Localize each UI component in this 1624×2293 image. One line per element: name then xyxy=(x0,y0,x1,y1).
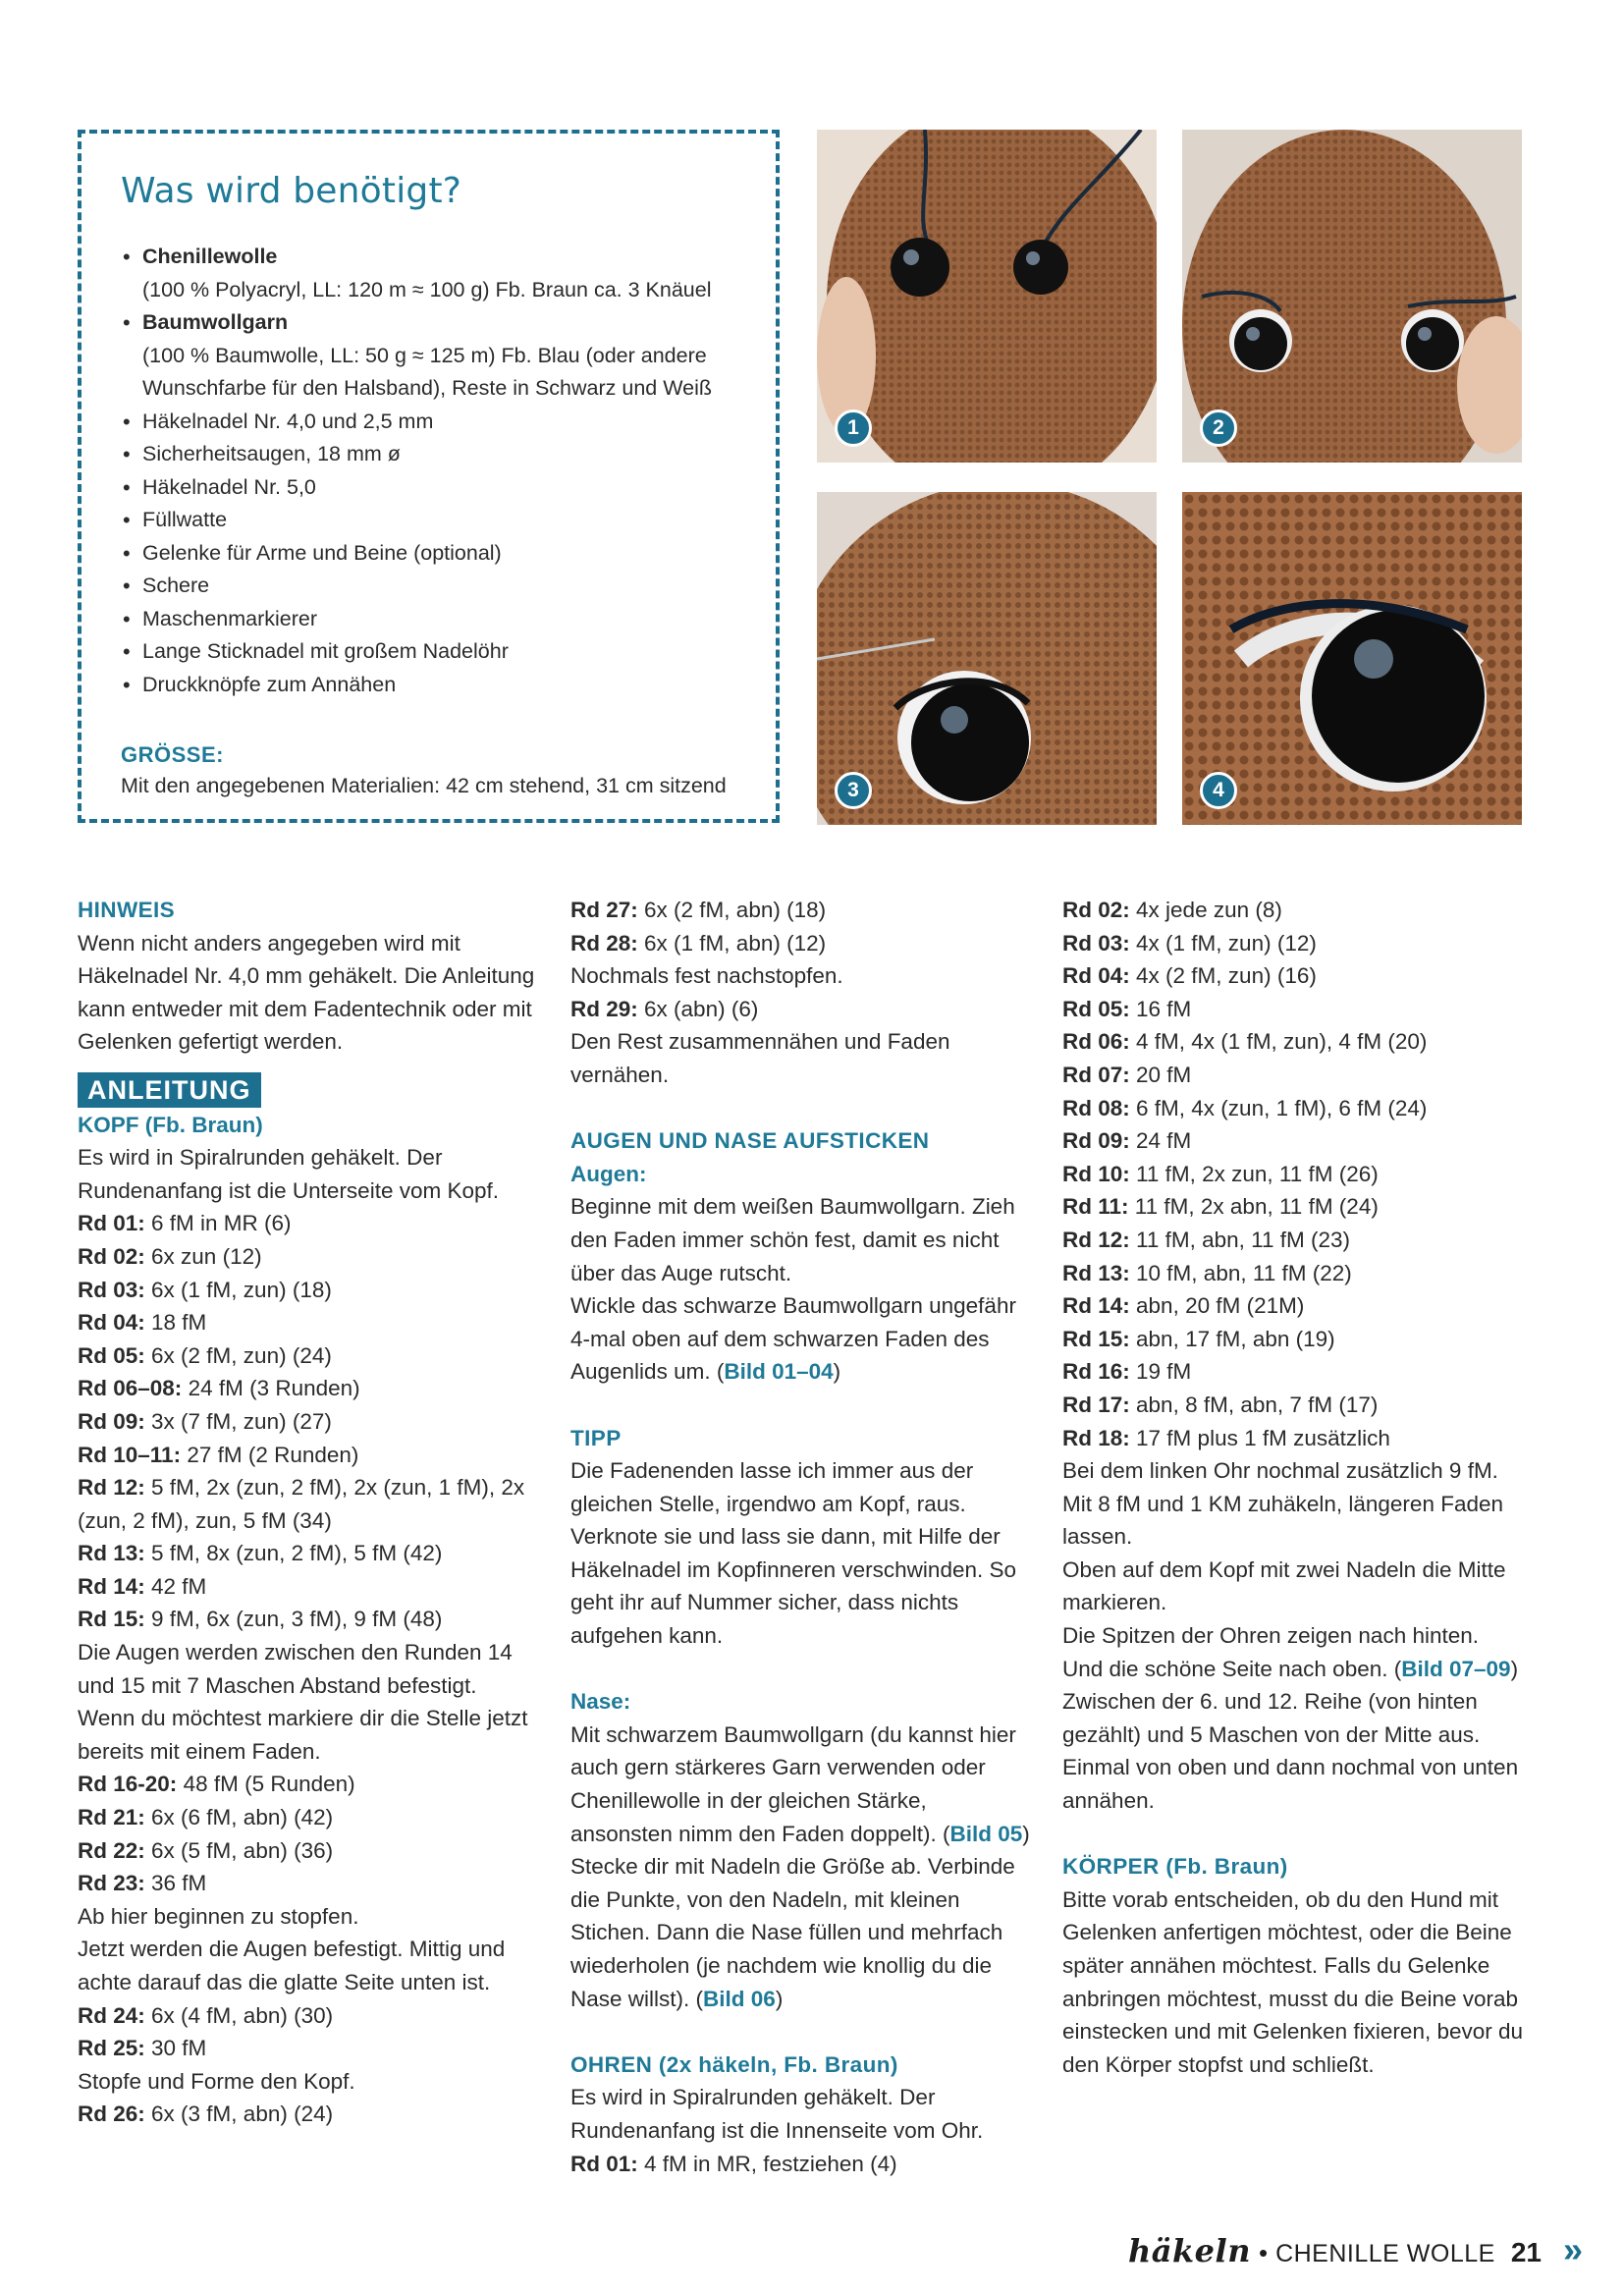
round-row xyxy=(1062,894,1524,927)
nase-text-1: Mit schwarzem Baumwollgarn (du kannst hier auch gern stärkeres Garn verwenden oder Chenillewolle in der gleichen Stärke, ansonsten nimm den Faden doppelt). (Bild 05) xyxy=(570,1721,1030,1846)
footer-separator: • xyxy=(1258,2238,1269,2267)
round-instruction: abn, 8 fM, abn, 7 fM (17) xyxy=(1136,1392,1379,1417)
round-label: Rd 06–08: xyxy=(78,1376,183,1401)
materials-item-detail: (100 % Polyacryl, LL: 120 m ≈ 100 g) Fb. Braun ca. 3 Knäuel xyxy=(142,277,712,301)
round-row xyxy=(78,1471,539,1537)
round-row xyxy=(1062,1158,1524,1191)
round-instruction: 5 fM, 2x (zun, 2 fM), 2x (zun, 1 fM), 2x (zun, 2 fM), zun, 5 fM (34) xyxy=(78,1475,525,1533)
ohr-image-ref: Bild 07–09 xyxy=(1401,1656,1511,1681)
materials-item: • Maschenmarkierer xyxy=(121,603,776,636)
augen-note: Die Augen werden zwischen den Runden 14 und 15 mit 7 Maschen Abstand befestigt. Wenn du möchtest markiere dir die Stelle jetzt bereits mit einem Faden. xyxy=(78,1640,528,1764)
round-row xyxy=(78,1801,539,1834)
materials-box xyxy=(78,130,780,823)
round-instruction: 6x (2 fM, zun) (24) xyxy=(151,1342,332,1368)
round-label: Rd 09: xyxy=(1062,1128,1130,1154)
round-row xyxy=(78,1537,539,1570)
round-row xyxy=(78,2032,539,2065)
round-instruction: 11 fM, 2x abn, 11 fM (24) xyxy=(1134,1194,1379,1220)
materials-item: • Häkelnadel Nr. 4,0 und 2,5 mm xyxy=(121,406,776,439)
round-label: Rd 04: xyxy=(1062,963,1130,989)
round-label: Rd 15: xyxy=(1062,1326,1130,1351)
photo-badge: 3 xyxy=(835,772,872,809)
materials-item: • Füllwatte xyxy=(121,504,776,537)
round-instruction: 6x (5 fM, abn) (36) xyxy=(151,1837,334,1863)
round-label: Rd 13: xyxy=(78,1541,145,1566)
photo-2 xyxy=(1182,130,1522,463)
nase-image-ref-1: Bild 05 xyxy=(949,1821,1023,1846)
round-instruction: 4 fM, 4x (1 fM, zun), 4 fM (20) xyxy=(1136,1029,1428,1055)
round-instruction: 11 fM, 2x zun, 11 fM (26) xyxy=(1136,1161,1379,1186)
round-label: Rd 03: xyxy=(1062,930,1130,955)
round-instruction: 48 fM (5 Runden) xyxy=(183,1772,355,1797)
materials-item: • Lange Sticknadel mit großem Nadelöhr xyxy=(121,635,776,669)
photo-2-illustration xyxy=(1182,130,1522,463)
materials-item xyxy=(121,306,776,406)
ohren-rows-2 xyxy=(1062,894,1524,1454)
round-instruction: 30 fM xyxy=(151,2036,207,2061)
round-label: Rd 24: xyxy=(78,2002,145,2028)
round-row xyxy=(78,1603,539,1636)
befestigt-note: Jetzt werden die Augen befestigt. Mittig und achte darauf das die glatte Seite unten ist. xyxy=(78,1937,506,1994)
round-label: Rd 23: xyxy=(78,1871,145,1896)
photo-4-illustration xyxy=(1182,492,1522,825)
round-row xyxy=(1062,1224,1524,1257)
round-instruction: 6x (abn) (6) xyxy=(644,996,759,1021)
ohren-heading: OHREN (2x häkeln, Fb. Braun) xyxy=(570,2051,898,2077)
ohren-intro: Es wird in Spiralrunden gehäkelt. Der Rundenanfang ist die Innenseite vom Ohr. xyxy=(570,2085,984,2143)
round-label: Rd 02: xyxy=(1062,898,1130,922)
round-instruction: 16 fM xyxy=(1136,996,1192,1021)
round-instruction: 11 fM, abn, 11 fM (23) xyxy=(1136,1227,1351,1252)
round-instruction: abn, 17 fM, abn (19) xyxy=(1136,1326,1335,1351)
photo-1 xyxy=(817,130,1157,463)
round-row xyxy=(78,1867,539,1900)
round-instruction: 10 fM, abn, 11 fM (22) xyxy=(1136,1260,1352,1285)
photo-badge: 2 xyxy=(1200,409,1237,447)
round-row xyxy=(570,993,1032,1026)
round-label: Rd 11: xyxy=(1062,1194,1129,1220)
nase-subheading: Nase: xyxy=(570,1689,631,1715)
photo-4 xyxy=(1182,492,1522,825)
kopf-rows-6 xyxy=(570,993,1032,1026)
round-row xyxy=(1062,1059,1524,1092)
tipp-heading: TIPP xyxy=(570,1425,622,1450)
round-label: Rd 17: xyxy=(1062,1392,1130,1417)
ohr-note-1: Bei dem linken Ohr nochmal zusätzlich 9 fM. Mit 8 fM und 1 KM zuhäkeln, längeren Faden lassen. xyxy=(1062,1458,1504,1550)
round-label: Rd 16-20: xyxy=(78,1772,178,1797)
round-row xyxy=(1062,1257,1524,1290)
materials-title: Was wird benötigt? xyxy=(121,171,462,211)
round-label: Rd 21: xyxy=(78,1805,145,1830)
round-label: Rd 06: xyxy=(1062,1029,1130,1055)
materials-item-name: Baumwollgarn xyxy=(142,310,289,334)
hinweis-text: Wenn nicht anders angegeben wird mit Häkelnadel Nr. 4,0 mm gehäkelt. Die Anleitung kann entweder mit dem Fadentechnik oder mit Gelenken gefertigt werden. xyxy=(78,930,535,1055)
column-3 xyxy=(1062,894,1524,2081)
round-label: Rd 07: xyxy=(1062,1062,1130,1087)
round-label: Rd 18: xyxy=(1062,1425,1130,1450)
round-instruction: 6x (4 fM, abn) (30) xyxy=(151,2002,334,2028)
round-instruction: abn, 20 fM (21M) xyxy=(1136,1293,1305,1319)
round-label: Rd 10–11: xyxy=(78,1442,182,1467)
round-label: Rd 22: xyxy=(78,1837,145,1863)
nachstopfen-note: Nochmals fest nachstopfen. xyxy=(570,963,843,989)
round-row xyxy=(1062,927,1524,960)
kopf-intro: Es wird in Spiralrunden gehäkelt. Der Rundenanfang ist die Unterseite vom Kopf. xyxy=(78,1145,500,1203)
round-label: Rd 25: xyxy=(78,2036,145,2061)
round-row xyxy=(1062,1323,1524,1356)
materials-item: • Gelenke für Arme und Beine (optional) xyxy=(121,537,776,571)
column-2 xyxy=(570,894,1032,2180)
round-instruction: 20 fM xyxy=(1136,1062,1192,1087)
round-instruction: 6x (2 fM, abn) (18) xyxy=(644,898,827,922)
round-row xyxy=(570,2148,1032,2181)
round-label: Rd 16: xyxy=(1062,1359,1130,1385)
round-label: Rd 12: xyxy=(78,1475,145,1501)
kopf-rows-4 xyxy=(78,2098,539,2131)
round-label: Rd 05: xyxy=(1062,996,1130,1021)
round-label: Rd 02: xyxy=(78,1243,145,1269)
augen-nase-heading: AUGEN UND NASE AUFSTICKEN xyxy=(570,1128,930,1154)
hinweis-heading: HINWEIS xyxy=(78,898,176,922)
round-label: Rd 14: xyxy=(78,1573,145,1599)
round-row xyxy=(1062,1124,1524,1158)
kopf-rows xyxy=(78,1207,539,1636)
size-heading: GRÖSSE: xyxy=(121,742,224,767)
round-row xyxy=(570,927,1032,960)
koerper-heading: KÖRPER (Fb. Braun) xyxy=(1062,1854,1288,1880)
round-instruction: 6x (3 fM, abn) (24) xyxy=(151,2102,334,2127)
round-instruction: 24 fM xyxy=(1136,1128,1192,1154)
round-row xyxy=(1062,1389,1524,1422)
round-label: Rd 12: xyxy=(1062,1227,1130,1252)
round-row xyxy=(1062,1355,1524,1389)
round-label: Rd 01: xyxy=(570,2151,638,2176)
ohr-note-2: Oben auf dem Kopf mit zwei Nadeln die Mitte markieren. xyxy=(1062,1556,1506,1615)
round-instruction: 9 fM, 6x (zun, 3 fM), 9 fM (48) xyxy=(151,1607,443,1632)
materials-list xyxy=(121,241,776,701)
round-row xyxy=(1062,1092,1524,1125)
round-instruction: 19 fM xyxy=(1136,1359,1192,1385)
round-row xyxy=(1062,959,1524,993)
materials-item-name: Chenillewolle xyxy=(142,245,278,268)
round-instruction: 6x zun (12) xyxy=(151,1243,262,1269)
round-instruction: 5 fM, 8x (zun, 2 fM), 5 fM (42) xyxy=(151,1541,443,1566)
materials-item xyxy=(121,241,776,306)
round-label: Rd 26: xyxy=(78,2102,145,2127)
round-instruction: 27 fM (2 Runden) xyxy=(187,1442,359,1467)
anleitung-heading: ANLEITUNG xyxy=(78,1072,261,1108)
materials-item: • Sicherheitsaugen, 18 mm ø xyxy=(121,438,776,471)
next-page-arrow-icon[interactable]: » xyxy=(1562,2229,1583,2269)
photo-badge: 4 xyxy=(1200,772,1237,809)
augen-text-2: Wickle das schwarze Baumwollgarn ungefähr 4-mal oben auf dem schwarzen Faden des Augenlids um. (Bild 01–04) xyxy=(570,1293,1016,1385)
page-number: 21 xyxy=(1510,2237,1542,2267)
kopf-rows-2 xyxy=(78,1768,539,1899)
round-label: Rd 15: xyxy=(78,1607,145,1632)
round-row xyxy=(78,1834,539,1868)
photo-3-illustration xyxy=(817,492,1157,825)
round-label: Rd 01: xyxy=(78,1211,145,1236)
round-row xyxy=(78,1439,539,1472)
round-row xyxy=(78,1339,539,1373)
round-instruction: 6 fM, 4x (zun, 1 fM), 6 fM (24) xyxy=(1136,1095,1428,1120)
kopf-rows-5 xyxy=(570,894,1032,959)
round-label: Rd 04: xyxy=(78,1310,145,1336)
augen-text-1: Beginne mit dem weißen Baumwollgarn. Zieh den Faden immer schön fest, damit es nicht über das Auge rutscht. xyxy=(570,1194,1015,1285)
round-instruction: 4x (1 fM, zun) (12) xyxy=(1136,930,1317,955)
round-instruction: 4x (2 fM, zun) (16) xyxy=(1136,963,1317,989)
ohr-note-4: Zwischen der 6. und 12. Reihe (von hinten gezählt) und 5 Maschen von der Mitte aus. Einmal von oben und dann nochmal von unten annähen. xyxy=(1062,1689,1519,1814)
round-instruction: 6x (6 fM, abn) (42) xyxy=(151,1805,334,1830)
round-label: Rd 14: xyxy=(1062,1293,1130,1319)
round-instruction: 4 fM in MR, festziehen (4) xyxy=(644,2151,897,2176)
round-row xyxy=(78,1405,539,1439)
round-label: Rd 03: xyxy=(78,1277,145,1302)
round-instruction: 17 fM plus 1 fM zusätzlich xyxy=(1136,1425,1390,1450)
round-label: Rd 27: xyxy=(570,898,638,922)
round-instruction: 42 fM xyxy=(151,1573,207,1599)
round-row xyxy=(1062,993,1524,1026)
round-row xyxy=(78,1372,539,1405)
round-row xyxy=(570,894,1032,927)
round-row xyxy=(1062,1422,1524,1455)
forme-note: Stopfe und Forme den Kopf. xyxy=(78,2068,355,2094)
materials-item-detail: (100 % Baumwolle, LL: 50 g ≈ 125 m) Fb. Blau (oder andere Wunschfarbe für den Halsband), Reste in Schwarz und Weiß xyxy=(142,343,712,400)
footer-magazine: CHENILLE WOLLE xyxy=(1275,2240,1495,2267)
round-label: Rd 10: xyxy=(1062,1161,1130,1186)
ohr-note-3: Die Spitzen der Ohren zeigen nach hinten. Und die schöne Seite nach oben. (Bild 07–09) xyxy=(1062,1623,1519,1681)
round-instruction: 6x (1 fM, zun) (18) xyxy=(151,1277,332,1302)
footer-brand: häkeln xyxy=(1128,2232,1251,2269)
round-instruction: 4x jede zun (8) xyxy=(1136,898,1282,922)
round-label: Rd 09: xyxy=(78,1408,145,1434)
round-row xyxy=(78,1306,539,1339)
augen-subheading: Augen: xyxy=(570,1161,647,1186)
round-instruction: 3x (7 fM, zun) (27) xyxy=(151,1408,332,1434)
round-row xyxy=(78,1274,539,1307)
round-row xyxy=(1062,1190,1524,1224)
nase-image-ref-2: Bild 06 xyxy=(703,1986,776,2011)
round-row xyxy=(78,2098,539,2131)
size-text: Mit den angegebenen Materialien: 42 cm stehend, 31 cm sitzend xyxy=(121,774,727,797)
tipp-text: Die Fadenenden lasse ich immer aus der gleichen Stelle, irgendwo am Kopf, raus. Verknote sie und lass sie dann, mit Hilfe der Häkelnadel im Kopfinneren verschwinden. So geht ihr auf Nummer sicher, dass nichts aufgehen kann. xyxy=(570,1458,1017,1649)
stopfen-note: Ab hier beginnen zu stopfen. xyxy=(78,1903,359,1929)
round-row xyxy=(78,1207,539,1240)
column-1 xyxy=(78,894,539,2131)
page-footer xyxy=(1128,2229,1583,2268)
photo-badge: 1 xyxy=(835,409,872,447)
round-label: Rd 29: xyxy=(570,996,638,1021)
round-instruction: 18 fM xyxy=(151,1310,207,1336)
photo-3 xyxy=(817,492,1157,825)
round-label: Rd 05: xyxy=(78,1342,145,1368)
materials-item: • Druckknöpfe zum Annähen xyxy=(121,669,776,702)
round-label: Rd 08: xyxy=(1062,1095,1130,1120)
ohren-rows xyxy=(570,2148,1032,2181)
materials-item: • Schere xyxy=(121,570,776,603)
round-instruction: 24 fM (3 Runden) xyxy=(188,1376,360,1401)
round-row xyxy=(78,1570,539,1604)
photo-1-illustration xyxy=(817,130,1157,463)
nase-text-2: Stecke dir mit Nadeln die Größe ab. Verbinde die Punkte, von den Nadeln, mit kleinen Stichen. Dann die Nase füllen und mehrfach wiederholen (je nachdem wie knollig du die Nase willst). (Bild 06) xyxy=(570,1854,1015,2011)
round-row xyxy=(1062,1025,1524,1059)
rest-note: Den Rest zusammennähen und Faden vernähen. xyxy=(570,1029,950,1087)
round-label: Rd 13: xyxy=(1062,1260,1130,1285)
round-instruction: 36 fM xyxy=(151,1871,207,1896)
round-instruction: 6x (1 fM, abn) (12) xyxy=(644,930,827,955)
round-row xyxy=(78,1999,539,2033)
koerper-text: Bitte vorab entscheiden, ob du den Hund mit Gelenken anfertigen möchtest, oder die Beine später annähen möchtest. Falls du Gelenke anbringen möchtest, musst du die Beine vorab einstecken und mit Gelenken fixieren, bevor du den Körper stopfst und schließt. xyxy=(1062,1886,1524,2077)
kopf-heading: KOPF (Fb. Braun) xyxy=(78,1112,263,1137)
round-label: Rd 28: xyxy=(570,930,638,955)
round-row xyxy=(78,1768,539,1801)
round-row xyxy=(1062,1289,1524,1323)
augen-image-ref: Bild 01–04 xyxy=(724,1359,834,1385)
round-row xyxy=(78,1240,539,1274)
round-instruction: 6 fM in MR (6) xyxy=(151,1211,292,1236)
kopf-rows-3 xyxy=(78,1999,539,2065)
materials-item: • Häkelnadel Nr. 5,0 xyxy=(121,471,776,505)
